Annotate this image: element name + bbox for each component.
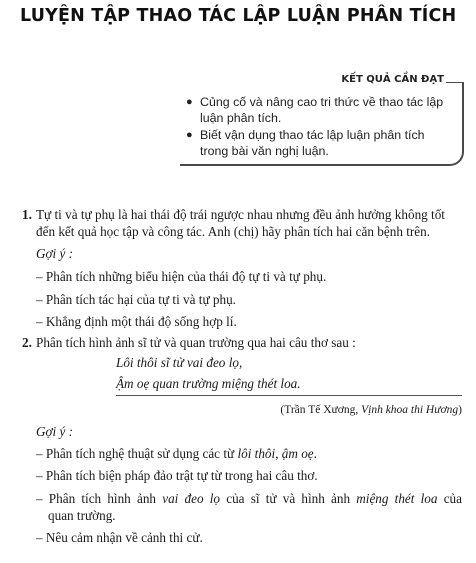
- source-close: ): [458, 404, 462, 416]
- hint-text: ,: [275, 446, 282, 461]
- hint-emphasis: vai đeo lọ: [162, 491, 221, 506]
- objectives-rule: [446, 82, 462, 83]
- hint-text: – Phân tích nghệ thuật sử dụng các từ: [36, 446, 238, 461]
- question-1-line-1: Tự ti và tự phụ là hai thái độ trái ngược nhau nhưng đều ảnh hưởng không tốt: [36, 207, 445, 222]
- question-1-number: 1.: [22, 207, 32, 222]
- question-1-hint: – Phân tích tác hại của tự ti và tự phụ.: [36, 292, 236, 307]
- question-2-hint-continued: quan trường.: [48, 508, 116, 523]
- bullet-icon: ●: [186, 96, 193, 108]
- question-2-number: 2.: [22, 335, 32, 350]
- question-1-hint: – Phân tích những biểu hiện của thái độ tự ti và tự phụ.: [36, 269, 327, 284]
- hint-emphasis: ậm oẹ: [281, 446, 314, 461]
- hint-text: – Phân tích hình ảnh: [36, 491, 163, 506]
- verse-divider: [116, 395, 462, 396]
- question-2-prompt: Phân tích hình ảnh sĩ tử và quan trường qua hai câu thơ sau :: [36, 335, 356, 350]
- question-1-hint: – Khẳng định một thái độ sống hợp lí.: [36, 314, 237, 329]
- objective-item: [188, 127, 454, 159]
- verse-line-2: Ậm oẹ quan trường miệng thét loa.: [116, 376, 301, 391]
- verse-line-1: Lôi thôi sĩ tử vai đeo lọ,: [116, 355, 243, 370]
- question-2-hint: – Nêu cảm nhận về cảnh thi cử.: [36, 530, 203, 545]
- hint-emphasis: miệng thét loa: [356, 491, 438, 506]
- question-2-hint: [36, 445, 317, 462]
- objectives-heading: KẾT QUẢ CẦN ĐẠT: [341, 74, 444, 85]
- hint-text: của: [437, 491, 462, 506]
- hint-emphasis: lôi thôi: [237, 446, 276, 461]
- verse-source: [280, 404, 462, 416]
- question-1-line-2: đến kết quả học tập và công tác. Anh (chị) hãy phân tích hai căn bệnh trên.: [36, 224, 431, 239]
- objective-text: Củng cố và nâng cao tri thức về thao tác lập luận phân tích.: [200, 95, 444, 125]
- question-2-hint-label: Gợi ý :: [36, 424, 74, 439]
- objective-text: Biết vận dụng thao tác lập luận phân tích trong bài văn nghị luận.: [200, 128, 425, 158]
- source-author: (Trần Tế Xương,: [280, 404, 362, 416]
- hint-text: .: [313, 446, 317, 461]
- question-2-hint: [36, 490, 462, 507]
- source-title: Vịnh khoa thi Hương: [361, 404, 459, 416]
- objective-item: [188, 94, 454, 126]
- question-2-hint: – Phân tích biện pháp đảo trật tự từ trong hai câu thơ.: [36, 468, 318, 483]
- bullet-icon: ●: [186, 129, 193, 141]
- question-1-hint-label: Gợi ý :: [36, 246, 74, 261]
- hint-text: của sĩ tử và hình ảnh: [220, 491, 357, 506]
- page-title: LUYỆN TẬP THAO TÁC LẬP LUẬN PHÂN TÍCH: [20, 6, 457, 26]
